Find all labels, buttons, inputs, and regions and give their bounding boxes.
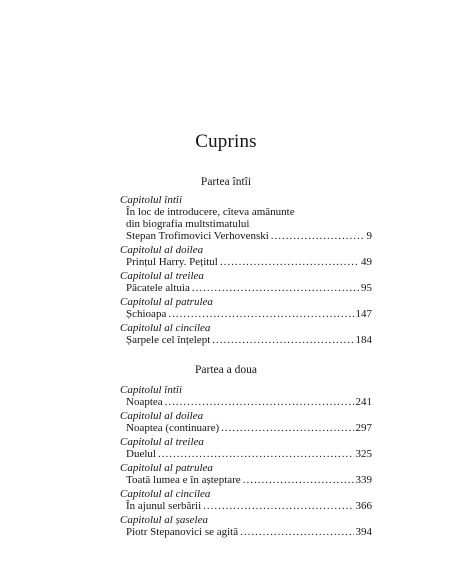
chapter-label: Capitolul al cincilea xyxy=(120,488,211,500)
page-number: 184 xyxy=(355,334,372,346)
chapter-label: Capitolul întîi xyxy=(120,384,183,396)
dot-leader xyxy=(220,256,359,268)
dot-leader xyxy=(203,500,353,512)
dot-leader xyxy=(165,396,354,408)
entry-title: În ajunul serbării xyxy=(126,500,202,512)
toc-chapter-1-5 xyxy=(120,322,372,346)
toc-entry xyxy=(120,256,372,268)
entry-title-line: În loc de introducere, cîteva amănunte xyxy=(126,206,295,218)
toc-entry xyxy=(120,500,372,512)
dot-leader xyxy=(192,282,359,294)
page-number: 49 xyxy=(361,256,372,268)
page-number: 147 xyxy=(355,308,372,320)
page-number: 95 xyxy=(361,282,372,294)
chapter-label: Capitolul întîi xyxy=(120,194,183,206)
entry-title: Duelul xyxy=(126,448,156,460)
dot-leader xyxy=(271,230,365,242)
page-number: 297 xyxy=(355,422,372,434)
toc-chapter-2-2 xyxy=(120,410,372,434)
page-number: 366 xyxy=(355,500,372,512)
toc-entry xyxy=(120,474,372,486)
page-number: 241 xyxy=(355,396,372,408)
toc-entry xyxy=(120,334,372,346)
toc-chapter-2-4 xyxy=(120,462,372,486)
part-1-title: Partea întîi xyxy=(200,176,252,188)
entry-title: Păcatele altuia xyxy=(126,282,190,294)
page-number: 9 xyxy=(366,230,372,242)
entry-title: Piotr Stepanovici se agită xyxy=(126,526,239,538)
toc-chapter-2-6 xyxy=(120,514,372,538)
chapter-label: Capitolul al patrulea xyxy=(120,462,213,474)
toc-entry xyxy=(120,422,372,434)
page-number: 325 xyxy=(355,448,372,460)
toc-chapter-2-5 xyxy=(120,488,372,512)
entry-title: Șchioapa xyxy=(126,308,167,320)
toc-entry xyxy=(120,448,372,460)
toc-chapter-2-3 xyxy=(120,436,372,460)
dot-leader xyxy=(158,448,354,460)
part-2-title: Partea a doua xyxy=(195,364,257,376)
toc-entry xyxy=(120,282,372,294)
dot-leader xyxy=(243,474,354,486)
chapter-label: Capitolul al șaselea xyxy=(120,514,208,526)
toc-entry xyxy=(120,308,372,320)
dot-leader xyxy=(168,308,353,320)
chapter-label: Capitolul al patrulea xyxy=(120,296,213,308)
toc-entry xyxy=(120,526,372,538)
toc-chapter-1-3 xyxy=(120,270,372,294)
toc-chapter-1-4 xyxy=(120,296,372,320)
page-number: 394 xyxy=(355,526,372,538)
dot-leader xyxy=(221,422,353,434)
page-title: Cuprins xyxy=(195,131,257,152)
chapter-label: Capitolul al doilea xyxy=(120,244,204,256)
toc-chapter-1-2 xyxy=(120,244,372,268)
toc-chapter-2-1 xyxy=(120,384,372,408)
entry-title: Stepan Trofimovici Verhovenski xyxy=(126,230,269,242)
page-number: 339 xyxy=(355,474,372,486)
chapter-label: Capitolul al cincilea xyxy=(120,322,211,334)
entry-title: Prințul Harry. Pețitul xyxy=(126,256,218,268)
chapter-label: Capitolul al treilea xyxy=(120,270,204,282)
entry-title: Șarpele cel înțelept xyxy=(126,334,211,346)
entry-title-line: din biografia multstimatului xyxy=(126,218,250,230)
toc-entry xyxy=(120,230,372,242)
toc-entry xyxy=(120,396,372,408)
chapter-label: Capitolul al doilea xyxy=(120,410,204,422)
toc-chapter-1-1 xyxy=(120,194,372,242)
entry-title: Noaptea (continuare) xyxy=(126,422,220,434)
entry-title: Noaptea xyxy=(126,396,163,408)
chapter-label: Capitolul al treilea xyxy=(120,436,204,448)
entry-title: Toată lumea e în așteptare xyxy=(126,474,241,486)
dot-leader xyxy=(212,334,353,346)
dot-leader xyxy=(240,526,353,538)
